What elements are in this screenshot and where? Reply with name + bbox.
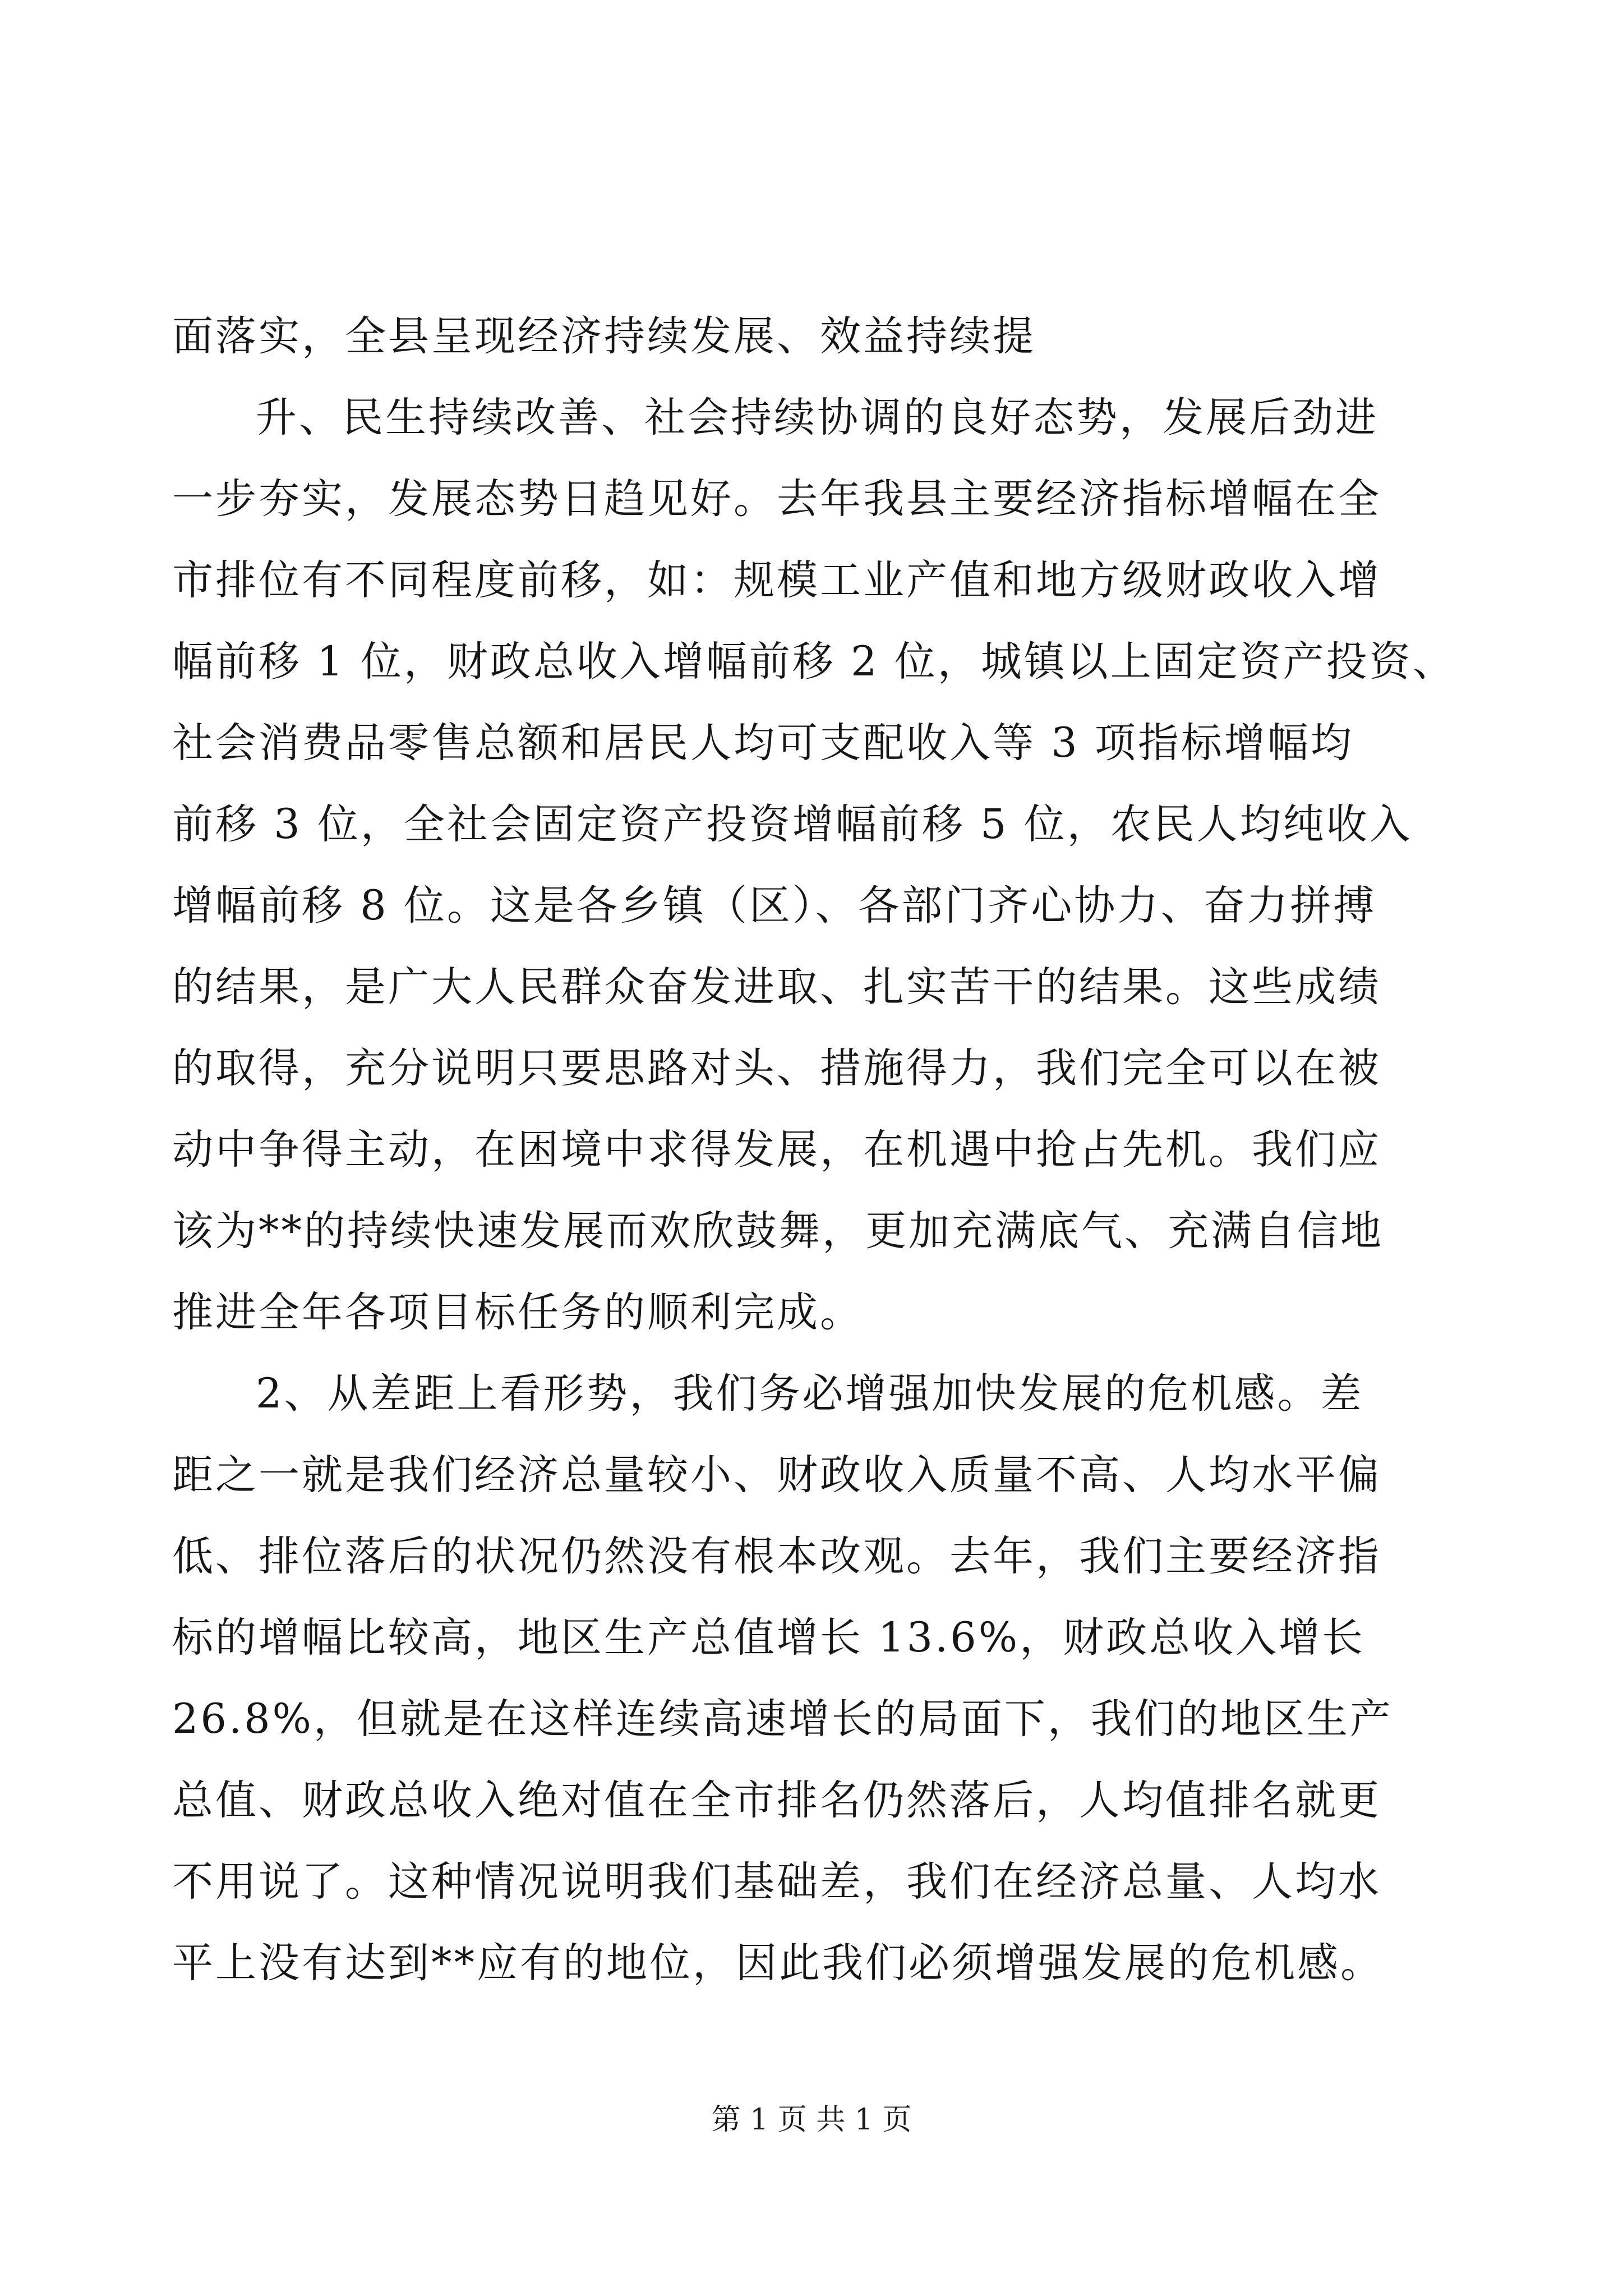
text-line-19: 总值、财政总收入绝对值在全市排名仍然落后，人均值排名就更 bbox=[172, 1777, 1381, 1824]
text-line-6: 社会消费品零售总额和居民人均可支配收入等 3 项指标增幅均 bbox=[172, 719, 1354, 767]
text-line-11: 动中争得主动，在困境中求得发展，在机遇中抢占先机。我们应 bbox=[172, 1126, 1381, 1174]
text-line-17: 标的增幅比较高，地区生产总值增长 13.6%，财政总收入增长 bbox=[172, 1614, 1366, 1662]
text-line-8: 增幅前移 8 位。这是各乡镇（区）、各部门齐心协力、奋力拼搏 bbox=[172, 882, 1377, 930]
text-line-15: 距之一就是我们经济总量较小、财政收入质量不高、人均水平偏 bbox=[172, 1451, 1381, 1499]
text-line-14: 2、从差距上看形势，我们务必增强加快发展的危机感。差 bbox=[256, 1370, 1364, 1418]
text-line-4: 市排位有不同程度前移，如：规模工业产值和地方级财政收入增 bbox=[172, 556, 1381, 604]
text-line-12: 该为**的持续快速发展而欢欣鼓舞，更加充满底气、充满自信地 bbox=[172, 1207, 1384, 1255]
text-line-10: 的取得，充分说明只要思路对头、措施得力，我们完全可以在被 bbox=[172, 1045, 1381, 1092]
text-line-5: 幅前移 1 位，财政总收入增幅前移 2 位，城镇以上固定资产投资、 bbox=[172, 638, 1456, 685]
text-line-20: 不用说了。这种情况说明我们基础差，我们在经济总量、人均水 bbox=[172, 1858, 1381, 1906]
text-line-3: 一步夯实，发展态势日趋见好。去年我县主要经济指标增幅在全 bbox=[172, 475, 1381, 523]
text-line-1: 面落实，全县呈现经济持续发展、效益持续提 bbox=[172, 312, 1036, 360]
text-line-18: 26.8%，但就是在这样连续高速增长的局面下，我们的地区生产 bbox=[172, 1695, 1393, 1743]
text-line-2: 升、民生持续改善、社会持续协调的良好态势，发展后劲进 bbox=[256, 394, 1378, 441]
text-line-13: 推进全年各项目标任务的顺利完成。 bbox=[172, 1289, 863, 1336]
text-line-7: 前移 3 位，全社会固定资产投资增幅前移 5 位，农民人均纯收入 bbox=[172, 800, 1413, 848]
text-line-16: 低、排位落后的状况仍然没有根本改观。去年，我们主要经济指 bbox=[172, 1533, 1381, 1580]
page-number-footer: 第 1 页 共 1 页 bbox=[711, 2103, 912, 2137]
text-line-21: 平上没有达到**应有的地位，因此我们必须增强发展的危机感。 bbox=[172, 1939, 1384, 1987]
text-line-9: 的结果，是广大人民群众奋发进取、扎实苦干的结果。这些成绩 bbox=[172, 963, 1381, 1011]
